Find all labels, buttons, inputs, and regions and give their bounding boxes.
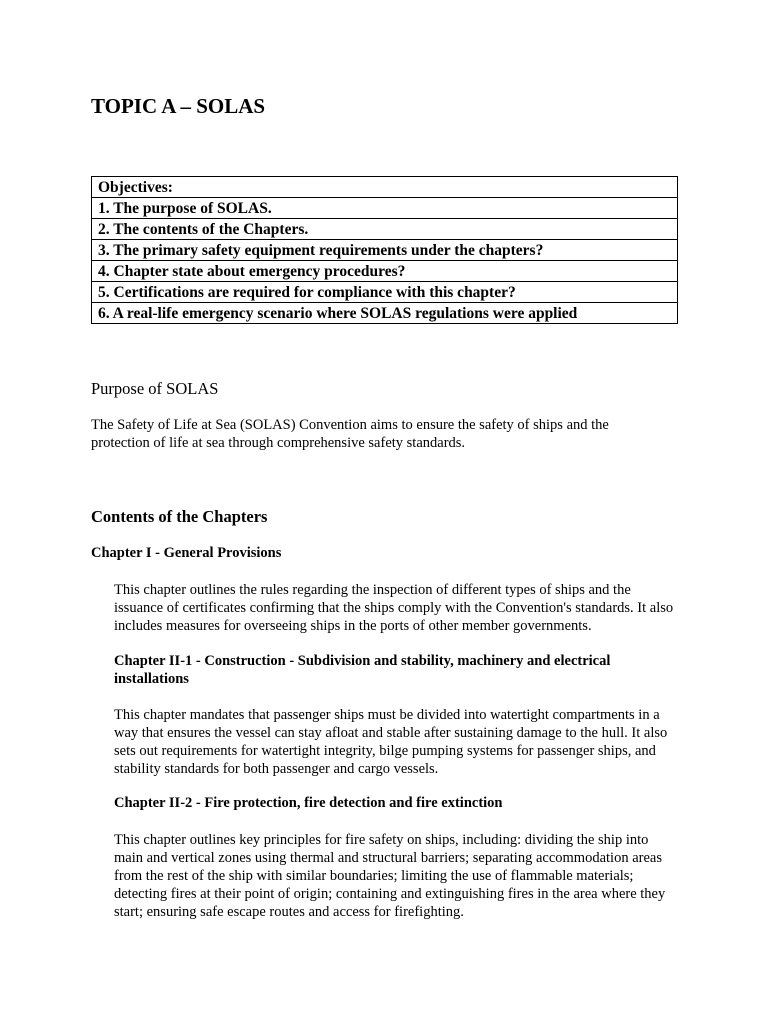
objective-item: 6. A real-life emergency scenario where SOLAS regulations were applied (92, 303, 678, 324)
table-row (92, 261, 678, 282)
chapter1-paragraph: This chapter outlines the rules regarding the inspection of different types of ships and the issuance of certificates confirming that the ships comply with the Convention's standards. It also includes measures for overseeing ships in the ports of other member governments. (114, 582, 674, 634)
table-row (92, 219, 678, 240)
objective-item: 5. Certifications are required for compliance with this chapter? (92, 282, 678, 303)
chapter2-1-heading: Chapter II-1 - Construction - Subdivision and stability, machinery and electrical installations (114, 653, 611, 687)
chapter2-2-heading: Chapter II-2 - Fire protection, fire detection and fire extinction (114, 795, 503, 811)
objective-item: 4. Chapter state about emergency procedures? (92, 261, 678, 282)
contents-heading: Contents of the Chapters (91, 507, 268, 526)
objective-item: 1. The purpose of SOLAS. (92, 198, 678, 219)
table-row (92, 282, 678, 303)
table-row (92, 198, 678, 219)
chapter2-2-paragraph: This chapter outlines key principles for fire safety on ships, including: dividing the ship into main and vertical zones using thermal and structural barriers; separating accommodation areas from the rest of the ship with similar boundaries; limiting the use of flammable materials; detecting fires at their point of origin; containing and extinguishing fires in the area where they start; ensuring safe escape routes and access for firefighting. (114, 832, 666, 920)
chapter2-1-paragraph: This chapter mandates that passenger ships must be divided into watertight compartments in a way that ensures the vessel can stay afloat and stable after sustaining damage to the hull. It also sets out requirements for watertight integrity, bilge pumping systems for passenger ships, and stability standards for both passenger and cargo vessels. (114, 707, 668, 777)
document-title: TOPIC A – SOLAS (91, 94, 266, 118)
table-row (92, 240, 678, 261)
purpose-heading: Purpose of SOLAS (91, 379, 219, 398)
objective-item: 2. The contents of the Chapters. (92, 219, 678, 240)
objectives-header: Objectives: (92, 177, 678, 198)
table-row (92, 303, 678, 324)
purpose-paragraph: The Safety of Life at Sea (SOLAS) Convention aims to ensure the safety of ships and the protection of life at sea through comprehensive safety standards. (91, 417, 609, 451)
table-row (92, 177, 678, 198)
objective-item: 3. The primary safety equipment requirements under the chapters? (92, 240, 678, 261)
chapter1-heading: Chapter I - General Provisions (91, 545, 282, 561)
objectives-table (91, 176, 678, 324)
